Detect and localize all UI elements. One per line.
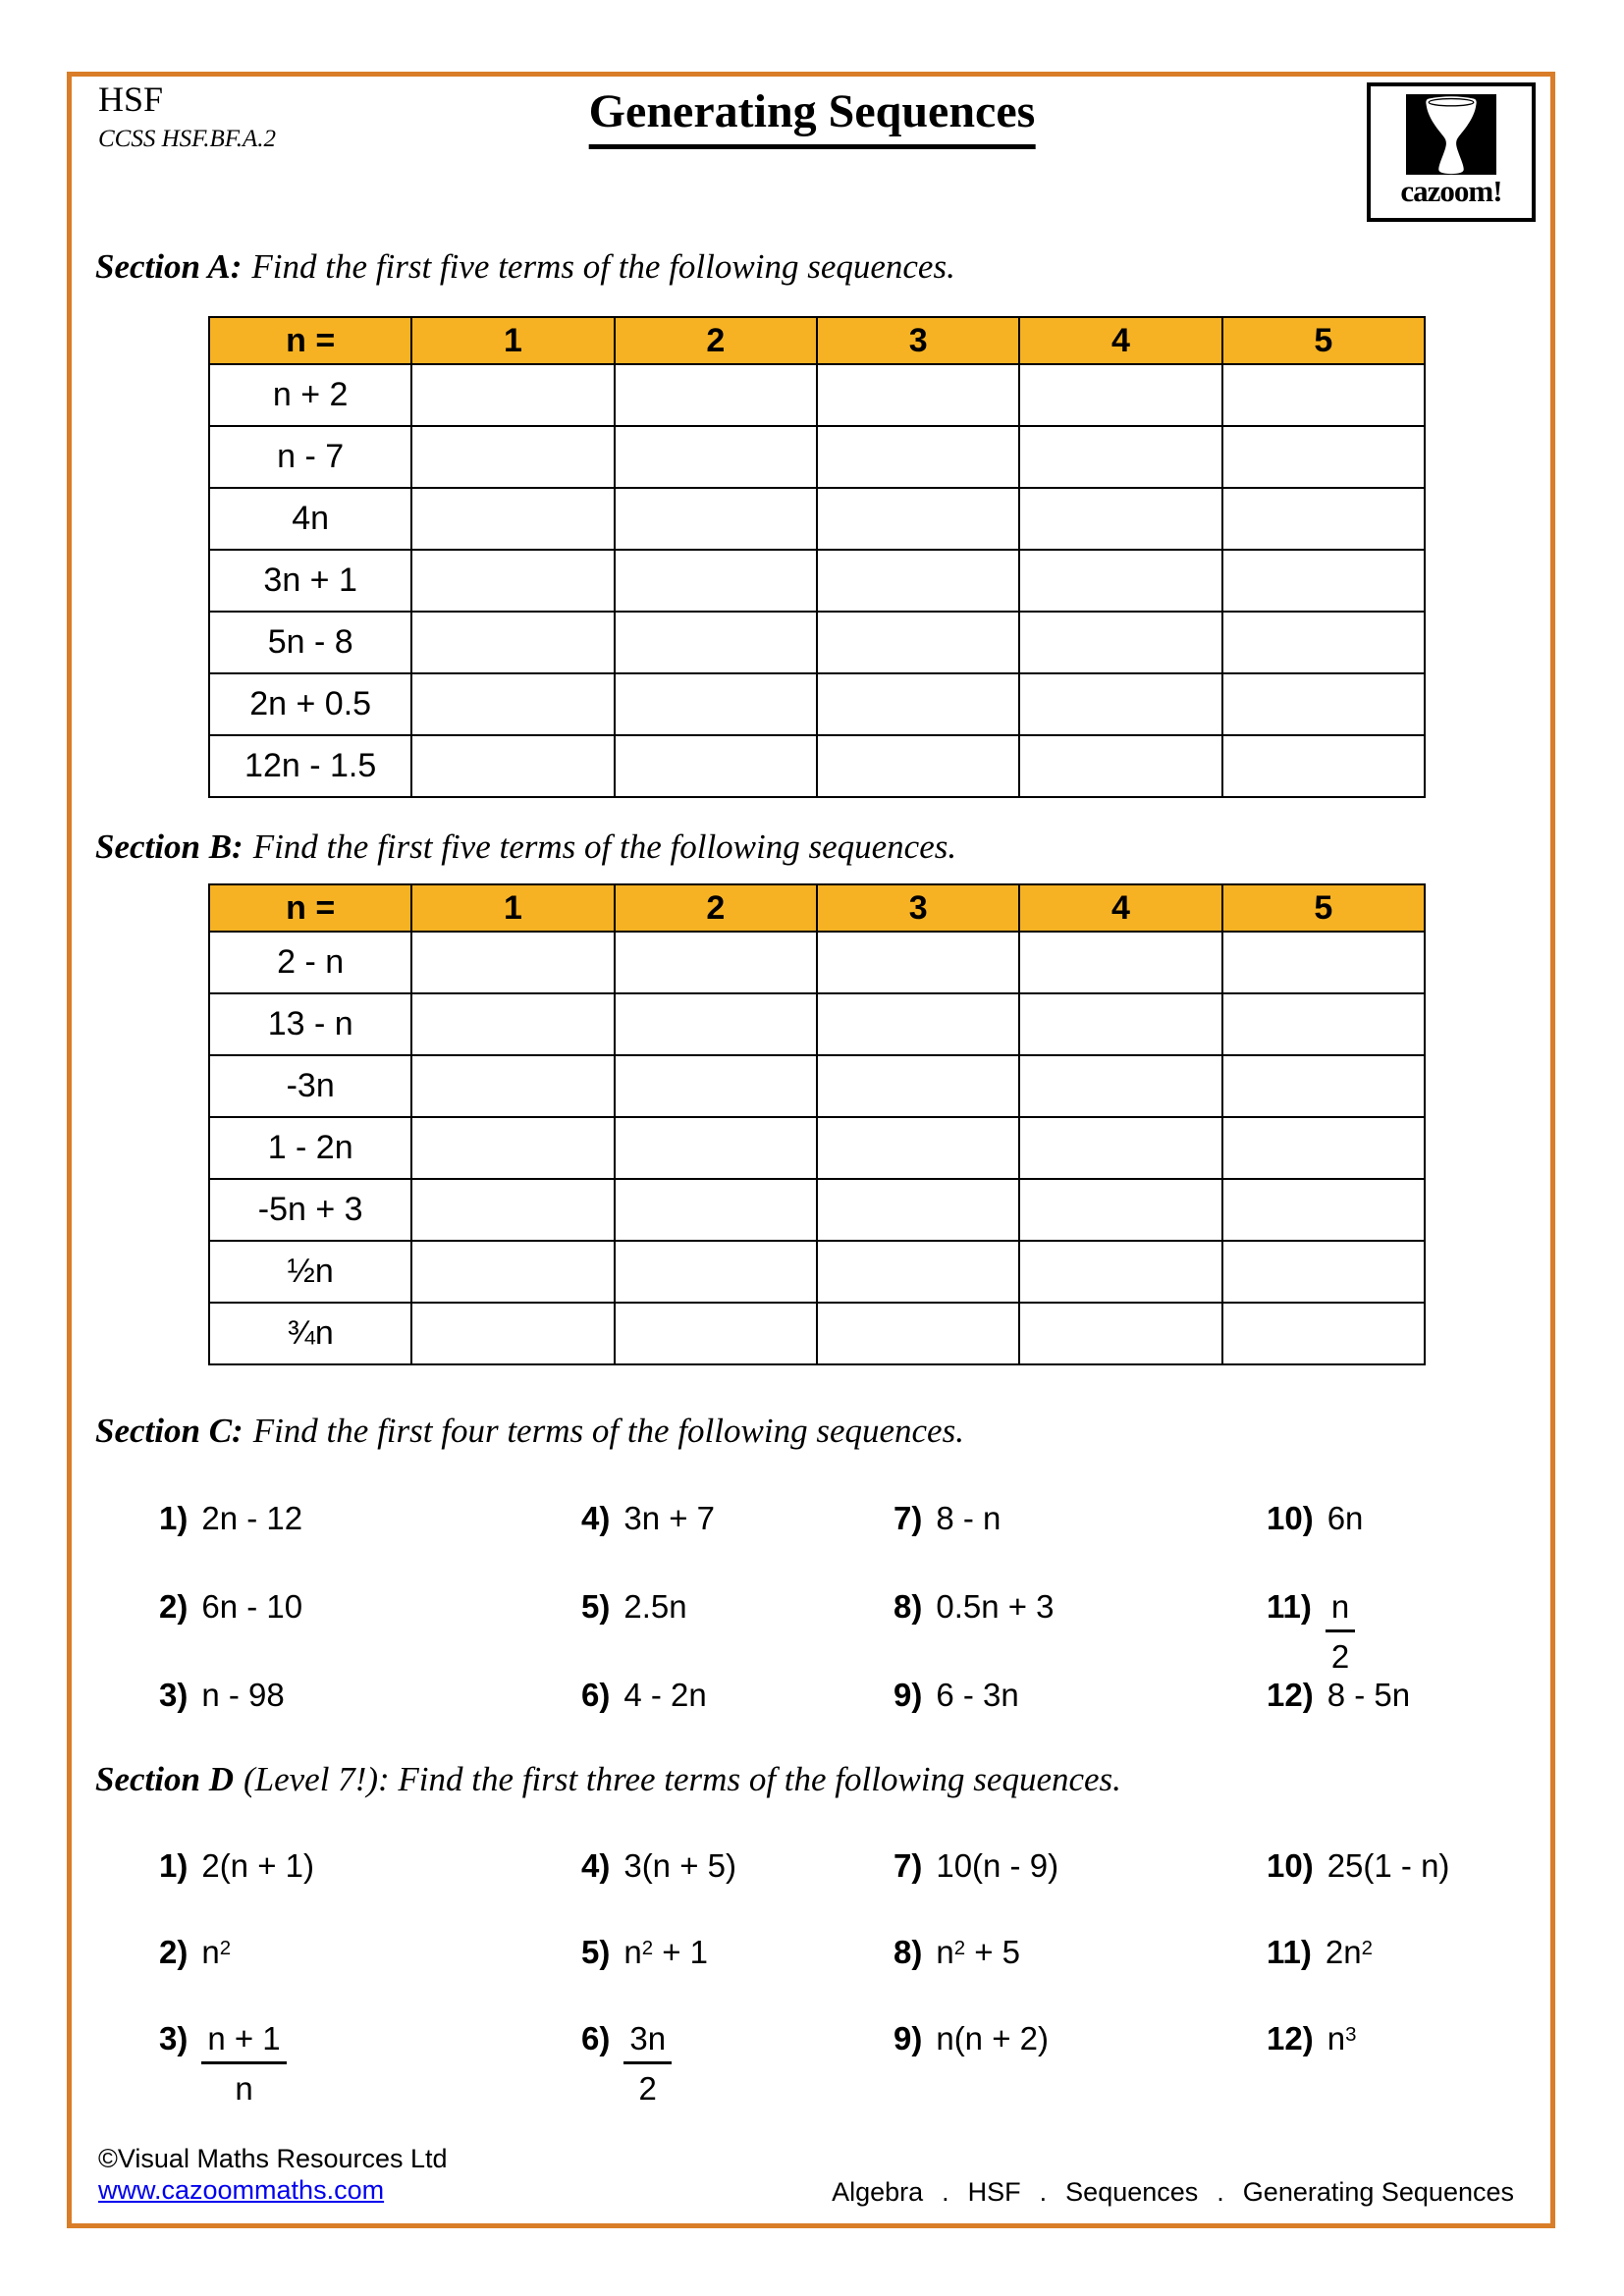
table-header-cell: 4 <box>1019 884 1221 932</box>
answer-cell <box>1222 488 1425 550</box>
answer-cell <box>817 932 1019 993</box>
exercise-item <box>893 2020 1058 2107</box>
answer-cell <box>817 1179 1019 1241</box>
exercise-item <box>1267 1500 1410 1588</box>
answer-cell <box>817 993 1019 1055</box>
answer-cell <box>1222 550 1425 612</box>
answer-cell <box>1222 932 1425 993</box>
answer-cell <box>615 1179 817 1241</box>
fraction <box>1326 1588 1355 1676</box>
section-a-instruction: Find the first five terms of the following sequences. <box>251 247 955 286</box>
sequence-row <box>209 426 1425 488</box>
sequence-expression-cell: ½n <box>209 1241 411 1303</box>
section-b-table <box>208 883 1426 1365</box>
item-expression <box>201 2020 286 2108</box>
item-column <box>581 1847 736 2107</box>
item-expression: 10(n - 9) <box>936 1847 1059 1884</box>
item-number: 6) <box>581 1677 611 1713</box>
fraction-denominator: 2 <box>1330 1637 1350 1675</box>
item-expression: 8 - n <box>936 1500 1001 1536</box>
section-c-items <box>0 1500 1624 1794</box>
answer-cell <box>1019 1117 1221 1179</box>
answer-cell <box>615 1303 817 1364</box>
answer-cell <box>615 1117 817 1179</box>
exercise-item <box>581 1500 715 1588</box>
table-header-cell: 5 <box>1222 317 1425 364</box>
sequence-expression-cell: 2n + 0.5 <box>209 673 411 735</box>
sequence-expression-cell: -5n + 3 <box>209 1179 411 1241</box>
section-d-label: Section D <box>95 1760 234 1798</box>
exercise-item <box>159 2020 314 2107</box>
sequence-row <box>209 1303 1425 1364</box>
sequence-expression-cell: n - 7 <box>209 426 411 488</box>
item-expression: $n^2 + 5$ <box>936 1934 1021 1970</box>
table-header-cell: 1 <box>411 884 614 932</box>
exercise-item <box>893 1588 1055 1677</box>
sequence-row <box>209 364 1425 426</box>
topic-code: HSF <box>98 80 164 119</box>
item-expression: 6 - 3n <box>936 1677 1019 1713</box>
answer-cell <box>411 735 614 797</box>
djembe-drum-icon <box>1406 94 1496 175</box>
item-number: 4) <box>581 1500 611 1536</box>
answer-cell <box>1019 426 1221 488</box>
item-column <box>1267 1500 1410 1765</box>
answer-cell <box>1019 550 1221 612</box>
item-expression <box>623 2020 672 2108</box>
answer-cell <box>615 1241 817 1303</box>
fraction-numerator: 3n <box>623 2020 672 2064</box>
exercise-item <box>159 1677 302 1765</box>
answer-cell <box>817 612 1019 673</box>
sequence-expression-cell: ¾n <box>209 1303 411 1364</box>
sequence-row <box>209 488 1425 550</box>
item-number: 8) <box>893 1934 923 1970</box>
item-number: 12) <box>1267 1677 1314 1713</box>
answer-cell <box>1019 993 1221 1055</box>
answer-cell <box>817 1117 1019 1179</box>
answer-cell <box>817 1055 1019 1117</box>
item-expression: 25(1 - n) <box>1326 1847 1450 1884</box>
sequence-expression-cell: 1 - 2n <box>209 1117 411 1179</box>
answer-cell <box>615 550 817 612</box>
section-d-heading <box>95 1760 1121 1799</box>
item-number: 8) <box>893 1588 923 1625</box>
item-number: 10) <box>1267 1847 1314 1884</box>
answer-cell <box>817 735 1019 797</box>
fraction <box>201 2020 286 2108</box>
item-number: 11) <box>1267 1588 1312 1625</box>
item-number: 9) <box>893 2020 923 2056</box>
fraction-denominator: n <box>235 2069 253 2107</box>
section-b-heading <box>95 828 956 867</box>
sequence-row <box>209 612 1425 673</box>
ccss-standard: CCSS HSF.BF.A.2 <box>98 126 277 152</box>
copyright-text: ©Visual Maths Resources Ltd <box>98 2144 448 2173</box>
answer-cell <box>1222 1179 1425 1241</box>
item-number: 2) <box>159 1934 189 1970</box>
exponent: 2 <box>953 1936 966 1959</box>
item-expression: $2n^2$ <box>1325 1934 1373 1970</box>
item-number: 10) <box>1267 1500 1314 1536</box>
breadcrumb-separator: . <box>942 2177 949 2207</box>
table-header-cell: 2 <box>615 884 817 932</box>
item-column <box>159 1500 302 1765</box>
answer-cell <box>817 426 1019 488</box>
answer-cell <box>615 426 817 488</box>
item-number: 7) <box>893 1500 923 1536</box>
sequence-expression-cell: n + 2 <box>209 364 411 426</box>
section-b-label: Section B: <box>95 828 244 866</box>
exercise-item <box>1267 1847 1449 1934</box>
item-number: 3) <box>159 2020 189 2056</box>
exercise-item <box>581 1588 715 1677</box>
answer-cell <box>1222 673 1425 735</box>
answer-cell <box>411 1117 614 1179</box>
answer-cell <box>1019 488 1221 550</box>
item-number: 1) <box>159 1847 189 1884</box>
answer-cell <box>615 612 817 673</box>
answer-cell <box>411 426 614 488</box>
table-header-cell: 4 <box>1019 317 1221 364</box>
exercise-item <box>159 1588 302 1677</box>
section-c-instruction: Find the first four terms of the following sequences. <box>252 1412 964 1450</box>
answer-cell <box>411 932 614 993</box>
answer-cell <box>817 364 1019 426</box>
exponent: 2 <box>641 1936 654 1959</box>
answer-cell <box>1222 364 1425 426</box>
breadcrumb-item: Algebra <box>832 2177 924 2207</box>
sequence-row <box>209 1117 1425 1179</box>
answer-cell <box>1222 612 1425 673</box>
item-number: 1) <box>159 1500 189 1536</box>
section-c-label: Section C: <box>95 1412 244 1450</box>
exercise-item <box>893 1847 1058 1934</box>
answer-cell <box>1222 1055 1425 1117</box>
answer-cell <box>615 364 817 426</box>
answer-cell <box>411 364 614 426</box>
exercise-item <box>1267 2020 1449 2107</box>
table-header-cell: 5 <box>1222 884 1425 932</box>
section-c-heading <box>95 1412 964 1451</box>
item-expression: 0.5n + 3 <box>936 1588 1055 1625</box>
item-column <box>893 1500 1055 1765</box>
sequence-row <box>209 1055 1425 1117</box>
answer-cell <box>615 488 817 550</box>
section-d-items <box>0 1847 1624 2142</box>
item-expression: 2n - 12 <box>201 1500 303 1536</box>
answer-cell <box>1019 673 1221 735</box>
answer-cell <box>1019 364 1221 426</box>
exercise-item <box>581 1677 715 1765</box>
answer-cell <box>1222 1303 1425 1364</box>
sequence-row <box>209 550 1425 612</box>
sequence-expression-cell: 4n <box>209 488 411 550</box>
fraction-denominator: 2 <box>638 2069 657 2107</box>
exercise-item <box>893 1677 1055 1765</box>
answer-cell <box>411 1303 614 1364</box>
item-number: 12) <box>1267 2020 1314 2056</box>
logo-text: cazoom! <box>1400 174 1502 208</box>
item-expression: 8 - 5n <box>1326 1677 1411 1713</box>
answer-cell <box>411 1241 614 1303</box>
sequence-expression-cell: 13 - n <box>209 993 411 1055</box>
answer-cell <box>817 1303 1019 1364</box>
answer-cell <box>817 1241 1019 1303</box>
answer-cell <box>1019 1179 1221 1241</box>
item-column <box>893 1847 1058 2107</box>
answer-cell <box>411 488 614 550</box>
sequence-row <box>209 1241 1425 1303</box>
item-expression: 6n <box>1326 1500 1364 1536</box>
exercise-item <box>159 1847 314 1934</box>
exercise-item <box>1267 1677 1410 1765</box>
item-expression: 2(n + 1) <box>201 1847 314 1884</box>
answer-cell <box>1222 1117 1425 1179</box>
item-column <box>159 1847 314 2107</box>
exercise-item <box>581 1847 736 1934</box>
table-header-cell: 2 <box>615 317 817 364</box>
table-header-row <box>209 317 1425 364</box>
answer-cell <box>411 550 614 612</box>
item-expression: 2.5n <box>623 1588 687 1625</box>
answer-cell <box>1019 1241 1221 1303</box>
exercise-item <box>1267 1934 1449 2020</box>
breadcrumb <box>832 2177 1514 2208</box>
answer-cell <box>817 673 1019 735</box>
item-number: 9) <box>893 1677 923 1713</box>
exponent: 2 <box>219 1936 232 1959</box>
sequence-expression-cell: 3n + 1 <box>209 550 411 612</box>
item-expression: $n^2 + 1$ <box>623 1934 709 1970</box>
answer-cell <box>411 993 614 1055</box>
breadcrumb-item: Sequences <box>1065 2177 1199 2207</box>
cazoom-logo <box>1367 82 1536 222</box>
answer-cell <box>1019 735 1221 797</box>
answer-cell <box>1222 993 1425 1055</box>
item-column <box>581 1500 715 1765</box>
item-expression: n(n + 2) <box>936 2020 1049 2056</box>
answer-cell <box>411 673 614 735</box>
sequence-expression-cell: 2 - n <box>209 932 411 993</box>
item-number: 5) <box>581 1934 611 1970</box>
answer-cell <box>615 1055 817 1117</box>
sequence-row <box>209 993 1425 1055</box>
item-expression: 4 - 2n <box>623 1677 707 1713</box>
answer-cell <box>817 550 1019 612</box>
item-expression: 6n - 10 <box>201 1588 303 1625</box>
table-header-cell: 3 <box>817 884 1019 932</box>
breadcrumb-item: HSF <box>967 2177 1021 2207</box>
item-number: 5) <box>581 1588 611 1625</box>
section-d-level: (Level 7!): <box>243 1760 390 1798</box>
item-number: 2) <box>159 1588 189 1625</box>
section-a-table <box>208 316 1426 798</box>
sequence-row <box>209 1179 1425 1241</box>
item-expression <box>1326 1588 1355 1676</box>
sequence-row <box>209 735 1425 797</box>
exercise-item <box>893 1500 1055 1588</box>
exponent: 2 <box>1361 1936 1373 1959</box>
fraction-numerator: n <box>1326 1588 1355 1632</box>
answer-cell <box>1222 1241 1425 1303</box>
answer-cell <box>615 673 817 735</box>
sequence-row <box>209 932 1425 993</box>
section-a-label: Section A: <box>95 247 243 286</box>
section-a-heading <box>95 247 955 287</box>
exercise-item <box>893 1934 1058 2020</box>
website-link[interactable]: www.cazoommaths.com <box>98 2175 385 2205</box>
breadcrumb-separator: . <box>1039 2177 1048 2207</box>
exercise-item <box>1267 1588 1410 1677</box>
item-expression: $n^3$ <box>1326 2020 1357 2056</box>
section-b-instruction: Find the first five terms of the following sequences. <box>252 828 957 866</box>
sequence-expression-cell: 5n - 8 <box>209 612 411 673</box>
sequence-expression-cell: -3n <box>209 1055 411 1117</box>
answer-cell <box>615 932 817 993</box>
table-header-cell: n = <box>209 317 411 364</box>
section-d-instruction: Find the first three terms of the following sequences. <box>398 1760 1121 1798</box>
answer-cell <box>411 1179 614 1241</box>
exercise-item <box>581 1934 736 2020</box>
fraction <box>623 2020 672 2108</box>
breadcrumb-item: Generating Sequences <box>1242 2177 1514 2207</box>
answer-cell <box>1019 1055 1221 1117</box>
item-expression: $n^2$ <box>201 1934 232 1970</box>
item-number: 4) <box>581 1847 611 1884</box>
sequence-expression-cell: 12n - 1.5 <box>209 735 411 797</box>
fraction-numerator: n + 1 <box>201 2020 286 2064</box>
item-number: 7) <box>893 1847 923 1884</box>
item-number: 6) <box>581 2020 611 2056</box>
item-expression: 3(n + 5) <box>623 1847 736 1884</box>
item-number: 3) <box>159 1677 189 1713</box>
breadcrumb-separator: . <box>1217 2177 1224 2207</box>
item-number: 11) <box>1267 1934 1312 1970</box>
answer-cell <box>1222 735 1425 797</box>
item-column <box>1267 1847 1449 2107</box>
sequence-row <box>209 673 1425 735</box>
answer-cell <box>615 735 817 797</box>
table-header-row <box>209 884 1425 932</box>
answer-cell <box>615 993 817 1055</box>
table-header-cell: n = <box>209 884 411 932</box>
answer-cell <box>1019 1303 1221 1364</box>
exercise-item <box>159 1934 314 2020</box>
answer-cell <box>1019 612 1221 673</box>
answer-cell <box>1222 426 1425 488</box>
page-title: Generating Sequences <box>589 84 1036 149</box>
exponent: 3 <box>1345 2022 1357 2046</box>
item-expression: 3n + 7 <box>623 1500 716 1536</box>
answer-cell <box>411 1055 614 1117</box>
answer-cell <box>411 612 614 673</box>
exercise-item <box>159 1500 302 1588</box>
answer-cell <box>1019 932 1221 993</box>
answer-cell <box>817 488 1019 550</box>
table-header-cell: 1 <box>411 317 614 364</box>
exercise-item <box>581 2020 736 2107</box>
table-header-cell: 3 <box>817 317 1019 364</box>
item-expression: n - 98 <box>201 1677 285 1713</box>
